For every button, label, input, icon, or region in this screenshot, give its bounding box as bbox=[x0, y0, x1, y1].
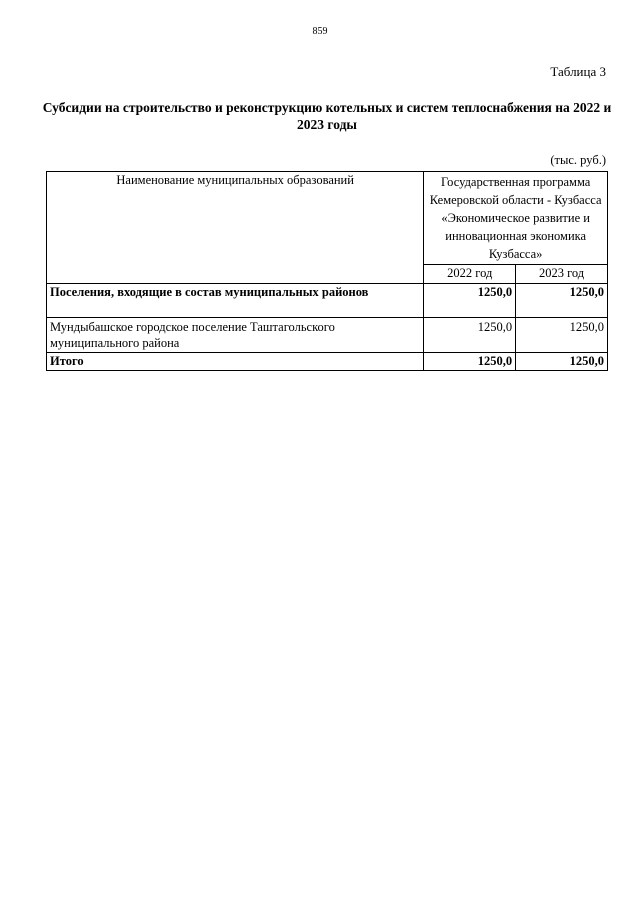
units-label: (тыс. руб.) bbox=[550, 153, 606, 167]
table-total-row bbox=[47, 353, 608, 371]
header-year-2022: 2022 год bbox=[424, 265, 516, 284]
row-value-2023: 1250,0 bbox=[516, 353, 608, 371]
table-header-row bbox=[47, 172, 608, 265]
row-value-2023: 1250,0 bbox=[516, 318, 608, 353]
header-municipality: Наименование муниципальных образований bbox=[47, 172, 424, 284]
row-value-2022: 1250,0 bbox=[424, 353, 516, 371]
header-year-2023: 2023 год bbox=[516, 265, 608, 284]
row-value-2022: 1250,0 bbox=[424, 318, 516, 353]
row-name: Мундыбашское городское поселение Таштагольского муниципального района bbox=[47, 318, 424, 353]
page-number: 859 bbox=[312, 26, 328, 37]
row-value-2022: 1250,0 bbox=[424, 284, 516, 318]
row-name: Итого bbox=[47, 353, 424, 371]
header-program: Государственная программа Кемеровской области - Кузбасса «Экономическое развитие и инновационная экономика Кузбасса» bbox=[424, 172, 608, 265]
row-name: Поселения, входящие в состав муниципальных районов bbox=[47, 284, 424, 318]
table-row bbox=[47, 318, 608, 353]
table-label: Таблица 3 bbox=[550, 64, 606, 79]
subsidy-table bbox=[46, 171, 608, 371]
document-title: Субсидии на строительство и реконструкцию котельных и систем теплоснабжения на 2022 и 2023 годы bbox=[42, 100, 612, 132]
table-row bbox=[47, 284, 608, 318]
row-value-2023: 1250,0 bbox=[516, 284, 608, 318]
